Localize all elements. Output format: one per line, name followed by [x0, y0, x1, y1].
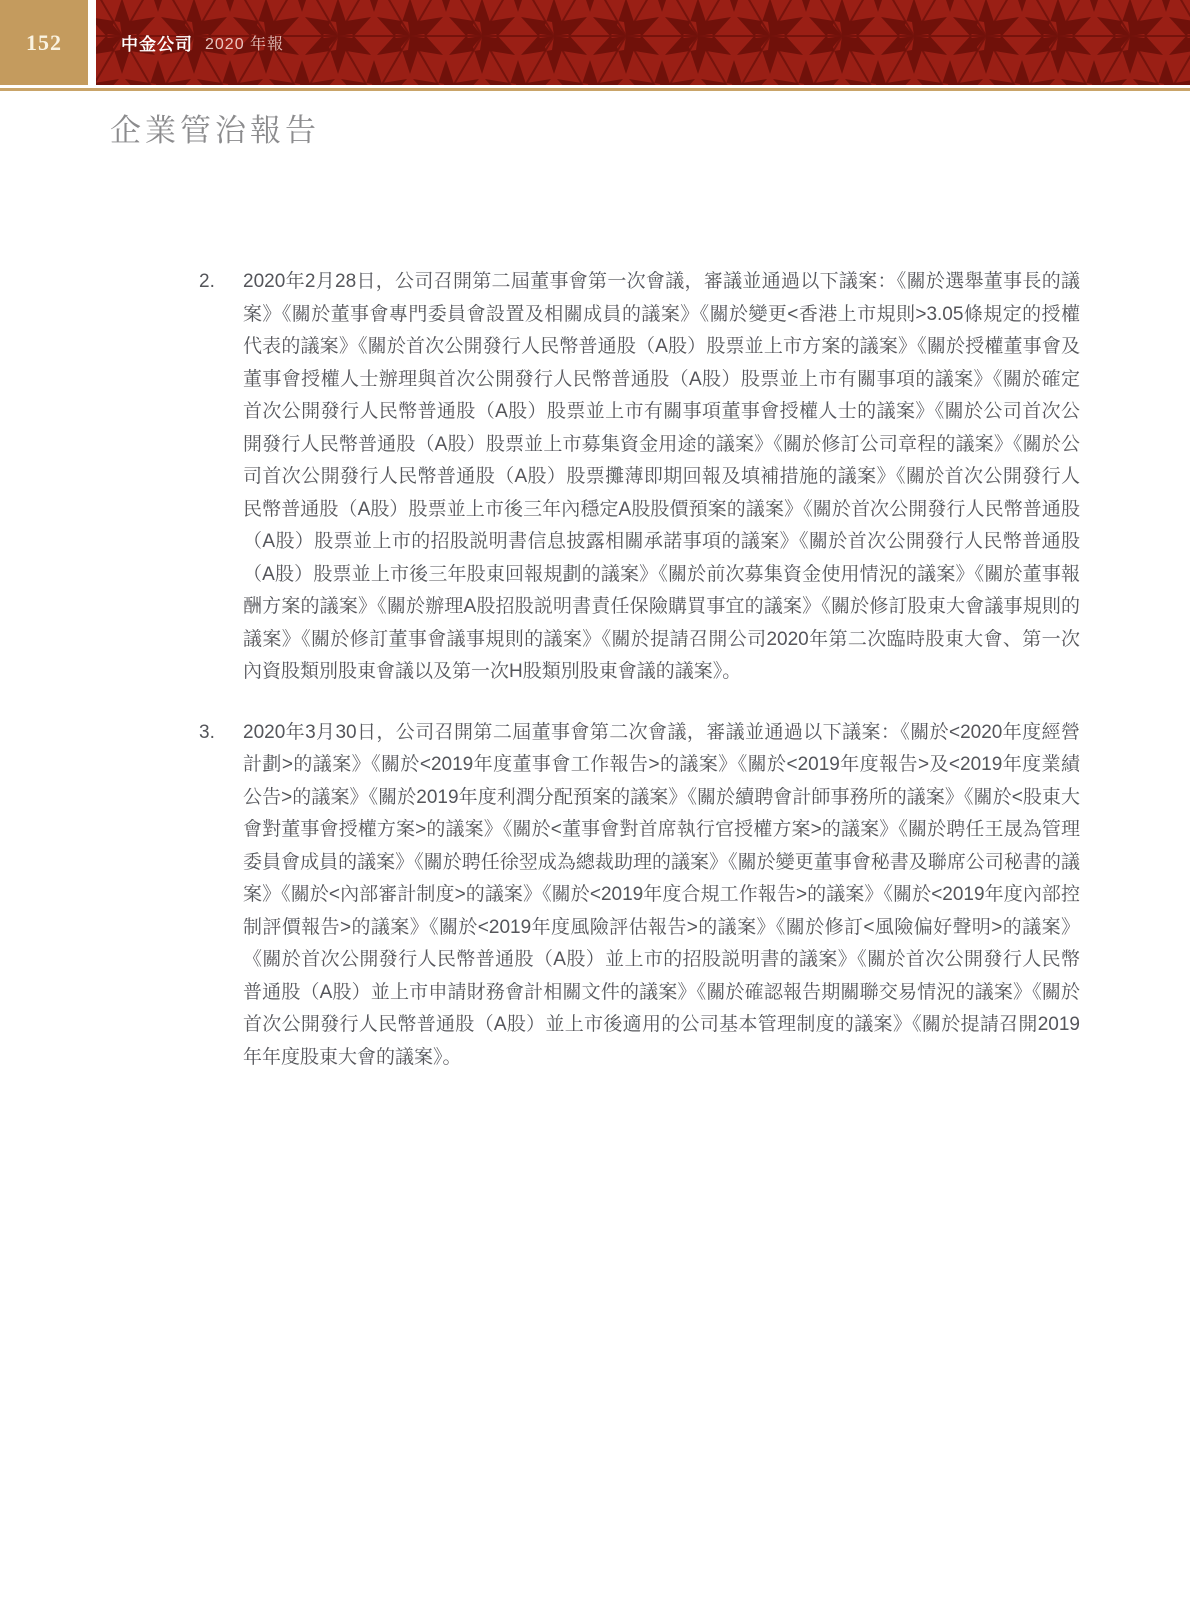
banner-caption: [121, 0, 284, 85]
item-number: 3.: [199, 721, 215, 743]
gold-divider: [0, 88, 1190, 91]
header-banner: [96, 0, 1190, 85]
page-title: 企業管治報告: [110, 113, 320, 148]
item-text: 2020年3月30日，公司召開第二屆董事會第二次會議，審議並通過以下議案：《關於<2020年度經營計劃>的議案》《關於<2019年度董事會工作報告>的議案》《關於<2019年度報告>及<2019年度業績公告>的議案》《關於2019年度利潤分配預案的議案》《關於續聘會計師事務所的議案》《關於<股東大會對董事會授權方案>的議案》《關於<董事會對首席執行官授權方案>的議案》《關於聘任王晟為管理委員會成員的議案》《關於聘任徐翌成為總裁助理的議案》《關於變更董事會秘書及聯席公司秘書的議案》《關於<內部審計制度>的議案》《關於<2019年度合規工作報告>的議案》《關於<2019年度內部控制評價報告>的議案》《關於<2019年度風險評估報告>的議案》《關於修訂<風險偏好聲明>的議案》《關於首次公開發行人民幣普通股（A股）並上市的招股説明書的議案》《關於首次公開發行人民幣普通股（A股）並上市申請財務會計相關文件的議案》《關於確認報告期關聯交易情況的議案》《關於首次公開發行人民幣普通股（A股）並上市後適用的公司基本管理制度的議案》《關於提請召開2019年年度股東大會的議案》。: [243, 721, 1080, 1068]
item-number: 2.: [199, 271, 215, 292]
item-text: 2020年2月28日，公司召開第二屆董事會第一次會議，審議並通過以下議案：《關於選舉董事長的議案》《關於董事會專門委員會設置及相關成員的議案》《關於變更<香港上市規則>3.05條規定的授權代表的議案》《關於首次公開發行人民幣普通股（A股）股票並上市方案的議案》《關於授權董事會及董事會授權人士辦理與首次公開發行人民幣普通股（A股）股票並上市有關事項的議案》《關於確定首次公開發行人民幣普通股（A股）股票並上市有關事項董事會授權人士的議案》《關於公司首次公開發行人民幣普通股（A股）股票並上市募集資金用途的議案》《關於修訂公司章程的議案》《關於公司首次公開發行人民幣普通股（A股）股票攤薄即期回報及填補措施的議案》《關於首次公開發行人民幣普通股（A股）股票並上市後三年內穩定A股股價預案的議案》《關於首次公開發行人民幣普通股（A股）股票並上市的招股説明書信息披露相關承諾事項的議案》《關於首次公開發行人民幣普通股（A股）股票並上市後三年股東回報規劃的議案》《關於前次募集資金使用情況的議案》《關於董事報酬方案的議案》《關於辦理A股招股説明書責任保險購買事宜的議案》《關於修訂股東大會議事規則的議案》《關於修訂董事會議事規則的議案》《關於提請召開公司2020年第二次臨時股東大會、第一次內資股類別股東會議以及第一次H股類別股東會議的議案》。: [243, 271, 1080, 682]
list-item-board-meeting-2: [199, 266, 1080, 689]
list-item-board-meeting-3: [199, 717, 1080, 1075]
content-area: [199, 266, 1080, 1102]
report-year-label: 2020 年報: [205, 36, 285, 53]
page-number: 152: [26, 29, 62, 55]
page-number-badge: [0, 0, 88, 85]
company-name: 中金公司: [121, 35, 193, 54]
